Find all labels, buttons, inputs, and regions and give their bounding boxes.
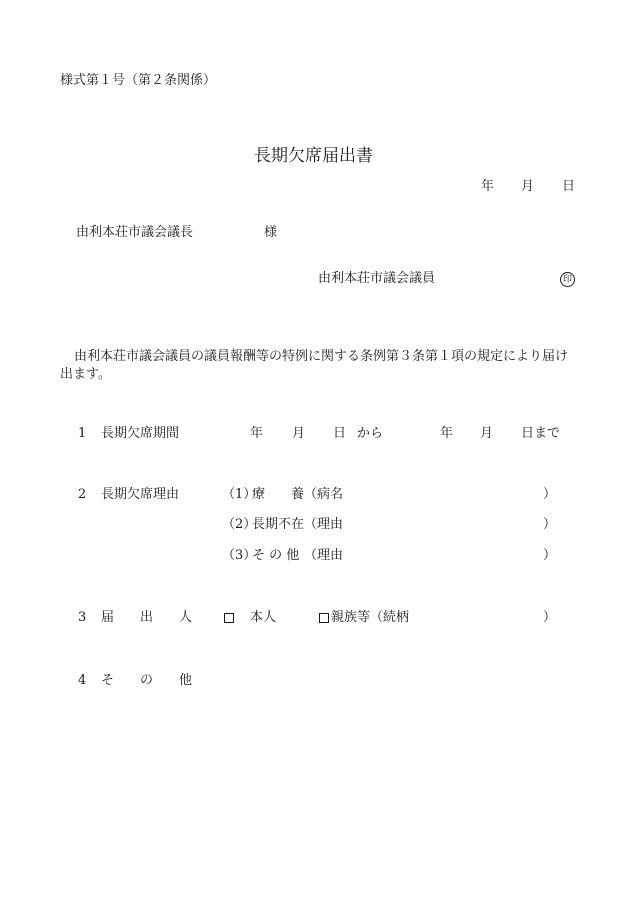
reason-option-label: 療 養: [252, 487, 305, 502]
item-number: 3: [78, 610, 87, 625]
date-month: 月: [521, 179, 535, 194]
relative-label: 親族等（続柄: [331, 610, 410, 625]
item-label: 届 出 人: [101, 610, 193, 625]
period-to-day-suffix: 日まで: [521, 426, 561, 441]
self-label: 本人: [250, 610, 277, 625]
form-number: 様式第１号（第２条関係）: [60, 73, 217, 88]
reason-option-label: 長期不在: [252, 517, 305, 532]
reason-option-number: （3）: [222, 548, 257, 563]
period-from-suffix: から: [357, 426, 384, 441]
sender-label: 由利本荘市議会議員: [318, 271, 436, 286]
period-to-year: 年: [440, 426, 454, 441]
reason-option-close: ）: [543, 517, 557, 532]
reason-option-detail: （理由: [304, 517, 344, 532]
date-year: 年: [481, 179, 495, 194]
self-checkbox[interactable]: [224, 613, 234, 623]
relative-close: ）: [543, 610, 557, 625]
item-number: 4: [78, 673, 87, 688]
reason-option-label: そ の 他: [252, 548, 300, 563]
addressee-honorific: 様: [264, 225, 278, 240]
period-to-month: 月: [480, 426, 494, 441]
body-text: 由利本荘市議会議員の議員報酬等の特例に関する条例第３条第１項の規定により届け出ます。: [60, 349, 569, 382]
reason-option-detail: （理由: [304, 548, 344, 563]
item-number: 1: [78, 426, 87, 441]
item-label: そ の 他: [101, 673, 193, 688]
relative-checkbox[interactable]: [319, 613, 329, 623]
item-number: 2: [78, 487, 87, 502]
date-day: 日: [562, 179, 576, 194]
item-label: 長期欠席期間: [101, 426, 180, 441]
page-title: 長期欠席届出書: [254, 146, 373, 166]
reason-option-close: ）: [543, 487, 557, 502]
reason-option-number: （2）: [222, 517, 257, 532]
addressee-name: 由利本荘市議会議長: [76, 225, 194, 240]
reason-option-detail: （病名: [304, 487, 344, 502]
period-from-year: 年: [250, 426, 264, 441]
reason-option-close: ）: [543, 548, 557, 563]
seal-icon: 印: [560, 272, 575, 287]
reason-option-number: （1）: [222, 487, 257, 502]
item-label: 長期欠席理由: [101, 487, 180, 502]
period-from-month: 月: [292, 426, 306, 441]
period-from-day: 日: [333, 426, 347, 441]
